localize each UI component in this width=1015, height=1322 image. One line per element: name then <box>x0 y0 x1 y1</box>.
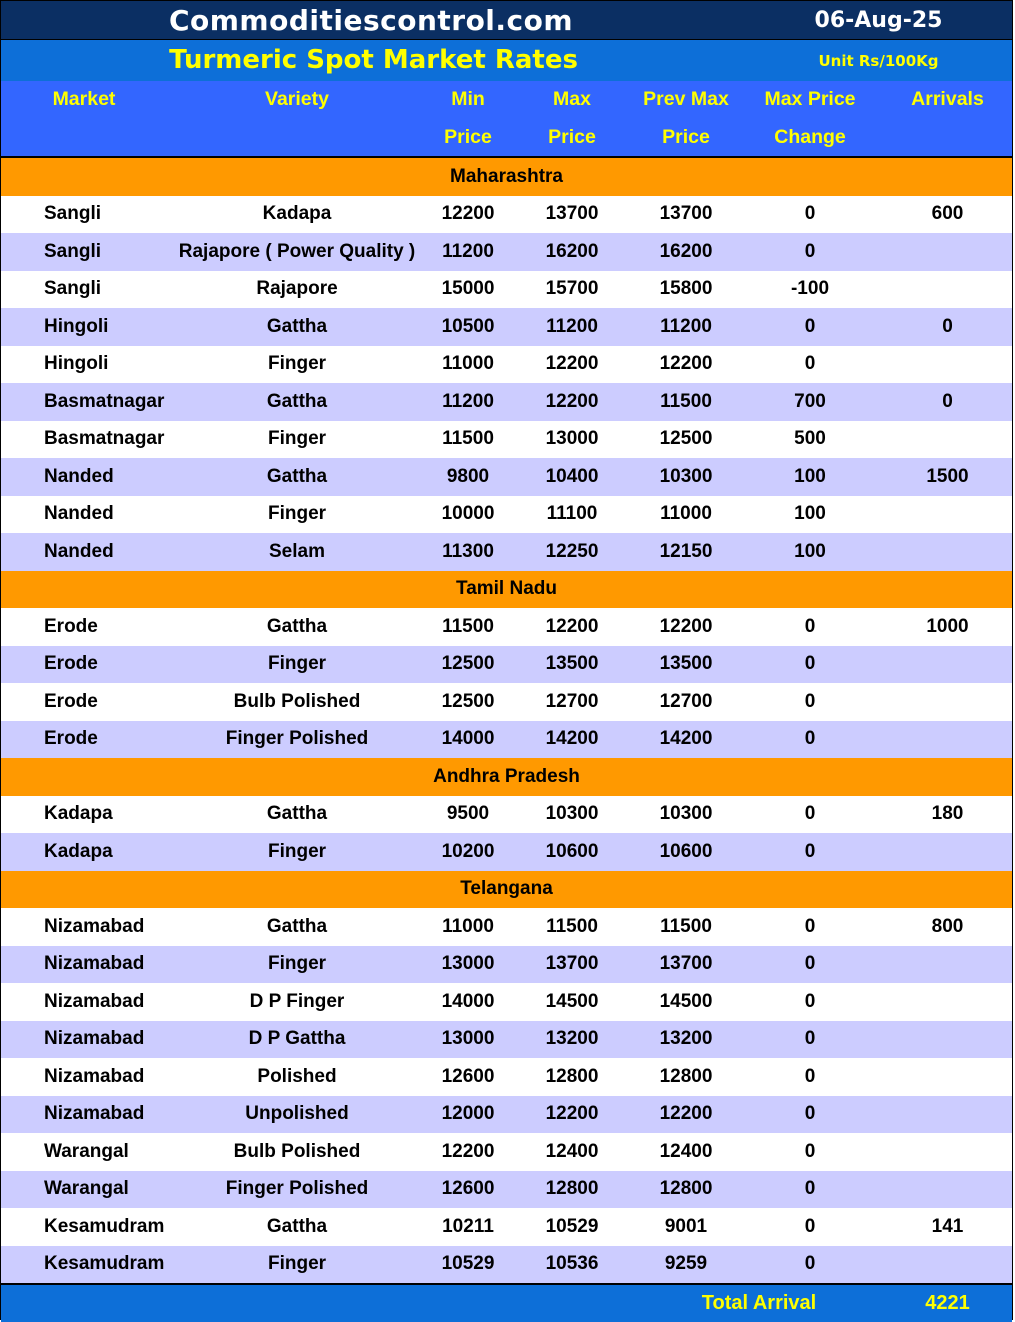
market-cell: Nizamabad <box>1 1096 167 1134</box>
col-header-market: Market <box>1 81 167 119</box>
prev-max-price-cell: 15800 <box>635 271 737 309</box>
market-cell: Nizamabad <box>1 908 167 946</box>
table-row <box>1 1096 1012 1134</box>
table-row <box>1 683 1012 721</box>
arrivals-cell <box>883 233 1012 271</box>
min-price-cell: 14000 <box>427 721 509 759</box>
arrivals-cell <box>883 946 1012 984</box>
variety-cell: Gattha <box>167 308 427 346</box>
variety-cell: Gattha <box>167 1208 427 1246</box>
max-price-cell: 10529 <box>509 1208 635 1246</box>
region-header-row <box>1 871 1012 909</box>
table-row <box>1 1058 1012 1096</box>
table-row <box>1 233 1012 271</box>
variety-cell: Finger <box>167 421 427 459</box>
site-name: Commoditiescontrol.com <box>168 4 574 37</box>
market-cell: Erode <box>1 683 167 721</box>
max-price-cell: 15700 <box>509 271 635 309</box>
market-cell: Sangli <box>1 233 167 271</box>
variety-cell: Bulb Polished <box>167 1133 427 1171</box>
max-price-cell: 12200 <box>509 1096 635 1134</box>
rates-body <box>1 157 1012 1284</box>
prev-max-price-cell: 10300 <box>635 458 737 496</box>
arrivals-cell <box>883 721 1012 759</box>
total-arrival-label: Total Arrival <box>635 1284 883 1322</box>
variety-cell: Finger <box>167 1246 427 1285</box>
arrivals-cell: 0 <box>883 383 1012 421</box>
min-price-cell: 11000 <box>427 346 509 384</box>
arrivals-cell <box>883 646 1012 684</box>
arrivals-cell <box>883 271 1012 309</box>
col-header-max-2: Price <box>509 119 635 158</box>
variety-cell: Finger <box>167 346 427 384</box>
market-cell: Erode <box>1 646 167 684</box>
rates-table <box>1 81 1012 1322</box>
market-cell: Nanded <box>1 458 167 496</box>
prev-max-price-cell: 12800 <box>635 1171 737 1209</box>
col-header-arrivals-2 <box>883 119 1012 158</box>
arrivals-cell <box>883 533 1012 571</box>
max-price-cell: 12200 <box>509 346 635 384</box>
min-price-cell: 13000 <box>427 946 509 984</box>
prev-max-price-cell: 11500 <box>635 383 737 421</box>
region-name: Telangana <box>1 871 1012 909</box>
market-cell: Kesamudram <box>1 1246 167 1285</box>
min-price-cell: 11000 <box>427 908 509 946</box>
prev-max-price-cell: 16200 <box>635 233 737 271</box>
arrivals-cell: 800 <box>883 908 1012 946</box>
min-price-cell: 12000 <box>427 1096 509 1134</box>
max-price-change-cell: 0 <box>737 1058 883 1096</box>
arrivals-cell <box>883 1096 1012 1134</box>
arrivals-cell <box>883 1171 1012 1209</box>
max-price-cell: 12200 <box>509 383 635 421</box>
col-header-market-2 <box>1 119 167 158</box>
arrivals-cell <box>883 421 1012 459</box>
table-row <box>1 721 1012 759</box>
region-header-row <box>1 758 1012 796</box>
table-row <box>1 646 1012 684</box>
min-price-cell: 10500 <box>427 308 509 346</box>
table-row <box>1 496 1012 534</box>
variety-cell: Gattha <box>167 796 427 834</box>
max-price-cell: 12800 <box>509 1171 635 1209</box>
max-price-change-cell: 0 <box>737 983 883 1021</box>
variety-cell: Rajapore ( Power Quality ) <box>167 233 427 271</box>
max-price-cell: 12250 <box>509 533 635 571</box>
prev-max-price-cell: 11500 <box>635 908 737 946</box>
market-cell: Erode <box>1 721 167 759</box>
prev-max-price-cell: 12500 <box>635 421 737 459</box>
table-row <box>1 1208 1012 1246</box>
market-cell: Hingoli <box>1 308 167 346</box>
min-price-cell: 15000 <box>427 271 509 309</box>
max-price-change-cell: 0 <box>737 308 883 346</box>
region-name: Andhra Pradesh <box>1 758 1012 796</box>
market-cell: Kadapa <box>1 796 167 834</box>
variety-cell: Polished <box>167 1058 427 1096</box>
arrivals-cell: 180 <box>883 796 1012 834</box>
min-price-cell: 12200 <box>427 196 509 234</box>
arrivals-cell <box>883 1021 1012 1059</box>
table-row <box>1 833 1012 871</box>
min-price-cell: 12500 <box>427 646 509 684</box>
prev-max-price-cell: 13700 <box>635 946 737 984</box>
variety-cell: Bulb Polished <box>167 683 427 721</box>
market-cell: Nanded <box>1 533 167 571</box>
table-row <box>1 1133 1012 1171</box>
prev-max-price-cell: 12400 <box>635 1133 737 1171</box>
variety-cell: Gattha <box>167 458 427 496</box>
max-price-change-cell: 0 <box>737 833 883 871</box>
arrivals-cell <box>883 1058 1012 1096</box>
max-price-change-cell: 0 <box>737 1246 883 1285</box>
variety-cell: Gattha <box>167 608 427 646</box>
max-price-change-cell: 700 <box>737 383 883 421</box>
col-header-max: Max <box>509 81 635 119</box>
max-price-change-cell: 0 <box>737 346 883 384</box>
max-price-cell: 14500 <box>509 983 635 1021</box>
total-row <box>1 1284 1012 1322</box>
table-row <box>1 533 1012 571</box>
max-price-change-cell: 0 <box>737 796 883 834</box>
table-row <box>1 271 1012 309</box>
min-price-cell: 13000 <box>427 1021 509 1059</box>
max-price-cell: 13500 <box>509 646 635 684</box>
max-price-change-cell: 0 <box>737 1021 883 1059</box>
max-price-cell: 13200 <box>509 1021 635 1059</box>
arrivals-cell <box>883 496 1012 534</box>
variety-cell: Selam <box>167 533 427 571</box>
table-row <box>1 1021 1012 1059</box>
prev-max-price-cell: 13700 <box>635 196 737 234</box>
total-arrival-value: 4221 <box>883 1284 1012 1322</box>
variety-cell: Finger <box>167 833 427 871</box>
market-cell: Kesamudram <box>1 1208 167 1246</box>
max-price-change-cell: 0 <box>737 196 883 234</box>
table-row <box>1 983 1012 1021</box>
arrivals-cell <box>883 346 1012 384</box>
variety-cell: Gattha <box>167 383 427 421</box>
table-row <box>1 383 1012 421</box>
max-price-change-cell: 0 <box>737 908 883 946</box>
max-price-cell: 13700 <box>509 196 635 234</box>
region-name: Tamil Nadu <box>1 571 1012 609</box>
arrivals-cell: 600 <box>883 196 1012 234</box>
max-price-change-cell: 0 <box>737 646 883 684</box>
max-price-change-cell: -100 <box>737 271 883 309</box>
prev-max-price-cell: 12200 <box>635 1096 737 1134</box>
max-price-change-cell: 0 <box>737 683 883 721</box>
min-price-cell: 10200 <box>427 833 509 871</box>
col-header-arrivals: Arrivals <box>883 81 1012 119</box>
prev-max-price-cell: 10600 <box>635 833 737 871</box>
prev-max-price-cell: 9259 <box>635 1246 737 1285</box>
min-price-cell: 11300 <box>427 533 509 571</box>
max-price-cell: 12200 <box>509 608 635 646</box>
max-price-change-cell: 0 <box>737 721 883 759</box>
col-header-min: Min <box>427 81 509 119</box>
min-price-cell: 12600 <box>427 1058 509 1096</box>
prev-max-price-cell: 11200 <box>635 308 737 346</box>
prev-max-price-cell: 10300 <box>635 796 737 834</box>
prev-max-price-cell: 13500 <box>635 646 737 684</box>
variety-cell: Kadapa <box>167 196 427 234</box>
min-price-cell: 10529 <box>427 1246 509 1285</box>
min-price-cell: 10000 <box>427 496 509 534</box>
variety-cell: Finger <box>167 646 427 684</box>
variety-cell: Unpolished <box>167 1096 427 1134</box>
min-price-cell: 11200 <box>427 383 509 421</box>
arrivals-cell <box>883 683 1012 721</box>
arrivals-cell <box>883 1133 1012 1171</box>
col-header-variety: Variety <box>167 81 427 119</box>
site-banner <box>1 1 1012 40</box>
arrivals-cell <box>883 833 1012 871</box>
table-row <box>1 458 1012 496</box>
table-row <box>1 346 1012 384</box>
market-cell: Warangal <box>1 1171 167 1209</box>
col-header-variety-2 <box>167 119 427 158</box>
variety-cell: D P Gattha <box>167 1021 427 1059</box>
variety-cell: Finger Polished <box>167 721 427 759</box>
report-date: 06-Aug-25 <box>814 8 943 33</box>
arrivals-cell <box>883 983 1012 1021</box>
table-row <box>1 796 1012 834</box>
min-price-cell: 14000 <box>427 983 509 1021</box>
arrivals-cell <box>883 1246 1012 1285</box>
max-price-cell: 12800 <box>509 1058 635 1096</box>
arrivals-cell: 0 <box>883 308 1012 346</box>
variety-cell: Finger <box>167 496 427 534</box>
max-price-cell: 12700 <box>509 683 635 721</box>
market-cell: Nizamabad <box>1 946 167 984</box>
prev-max-price-cell: 12200 <box>635 608 737 646</box>
min-price-cell: 9800 <box>427 458 509 496</box>
market-cell: Kadapa <box>1 833 167 871</box>
variety-cell: Gattha <box>167 908 427 946</box>
max-price-cell: 12400 <box>509 1133 635 1171</box>
market-cell: Sangli <box>1 271 167 309</box>
max-price-cell: 11200 <box>509 308 635 346</box>
market-cell: Basmatnagar <box>1 383 167 421</box>
variety-cell: Finger <box>167 946 427 984</box>
max-price-cell: 10536 <box>509 1246 635 1285</box>
max-price-cell: 10600 <box>509 833 635 871</box>
market-cell: Nizamabad <box>1 1058 167 1096</box>
max-price-change-cell: 100 <box>737 458 883 496</box>
table-row <box>1 1171 1012 1209</box>
variety-cell: Rajapore <box>167 271 427 309</box>
table-row <box>1 1246 1012 1285</box>
table-row <box>1 421 1012 459</box>
min-price-cell: 11200 <box>427 233 509 271</box>
market-cell: Nizamabad <box>1 983 167 1021</box>
market-cell: Nanded <box>1 496 167 534</box>
max-price-change-cell: 100 <box>737 533 883 571</box>
min-price-cell: 10211 <box>427 1208 509 1246</box>
region-header-row <box>1 157 1012 196</box>
max-price-change-cell: 0 <box>737 233 883 271</box>
max-price-change-cell: 0 <box>737 1133 883 1171</box>
max-price-cell: 10400 <box>509 458 635 496</box>
prev-max-price-cell: 12200 <box>635 346 737 384</box>
col-header-prev-max-2: Price <box>635 119 737 158</box>
page-title: Turmeric Spot Market Rates <box>169 45 578 75</box>
arrivals-cell: 1000 <box>883 608 1012 646</box>
header-row-2 <box>1 119 1012 158</box>
table-row <box>1 308 1012 346</box>
max-price-cell: 13700 <box>509 946 635 984</box>
max-price-change-cell: 0 <box>737 1096 883 1134</box>
table-row <box>1 908 1012 946</box>
region-header-row <box>1 571 1012 609</box>
max-price-change-cell: 0 <box>737 1171 883 1209</box>
prev-max-price-cell: 12150 <box>635 533 737 571</box>
max-price-cell: 14200 <box>509 721 635 759</box>
max-price-cell: 13000 <box>509 421 635 459</box>
title-banner <box>1 40 1012 81</box>
prev-max-price-cell: 13200 <box>635 1021 737 1059</box>
arrivals-cell: 141 <box>883 1208 1012 1246</box>
max-price-change-cell: 100 <box>737 496 883 534</box>
prev-max-price-cell: 12700 <box>635 683 737 721</box>
prev-max-price-cell: 9001 <box>635 1208 737 1246</box>
min-price-cell: 12200 <box>427 1133 509 1171</box>
max-price-cell: 10300 <box>509 796 635 834</box>
min-price-cell: 11500 <box>427 421 509 459</box>
variety-cell: D P Finger <box>167 983 427 1021</box>
col-header-change-2: Change <box>737 119 883 158</box>
table-row <box>1 608 1012 646</box>
min-price-cell: 12500 <box>427 683 509 721</box>
prev-max-price-cell: 14500 <box>635 983 737 1021</box>
max-price-cell: 16200 <box>509 233 635 271</box>
region-name: Maharashtra <box>1 157 1012 196</box>
market-cell: Basmatnagar <box>1 421 167 459</box>
col-header-max-price-change: Max Price <box>737 81 883 119</box>
prev-max-price-cell: 14200 <box>635 721 737 759</box>
header-row-1 <box>1 81 1012 119</box>
table-row <box>1 946 1012 984</box>
market-cell: Nizamabad <box>1 1021 167 1059</box>
col-header-min-2: Price <box>427 119 509 158</box>
max-price-change-cell: 500 <box>737 421 883 459</box>
max-price-change-cell: 0 <box>737 608 883 646</box>
prev-max-price-cell: 12800 <box>635 1058 737 1096</box>
market-cell: Erode <box>1 608 167 646</box>
market-cell: Sangli <box>1 196 167 234</box>
min-price-cell: 12600 <box>427 1171 509 1209</box>
variety-cell: Finger Polished <box>167 1171 427 1209</box>
min-price-cell: 11500 <box>427 608 509 646</box>
max-price-cell: 11100 <box>509 496 635 534</box>
unit-label: Unit Rs/100Kg <box>818 52 939 70</box>
market-cell: Hingoli <box>1 346 167 384</box>
arrivals-cell: 1500 <box>883 458 1012 496</box>
market-cell: Warangal <box>1 1133 167 1171</box>
max-price-change-cell: 0 <box>737 946 883 984</box>
min-price-cell: 9500 <box>427 796 509 834</box>
max-price-cell: 11500 <box>509 908 635 946</box>
table-row <box>1 196 1012 234</box>
col-header-prev-max: Prev Max <box>635 81 737 119</box>
prev-max-price-cell: 11000 <box>635 496 737 534</box>
max-price-change-cell: 0 <box>737 1208 883 1246</box>
